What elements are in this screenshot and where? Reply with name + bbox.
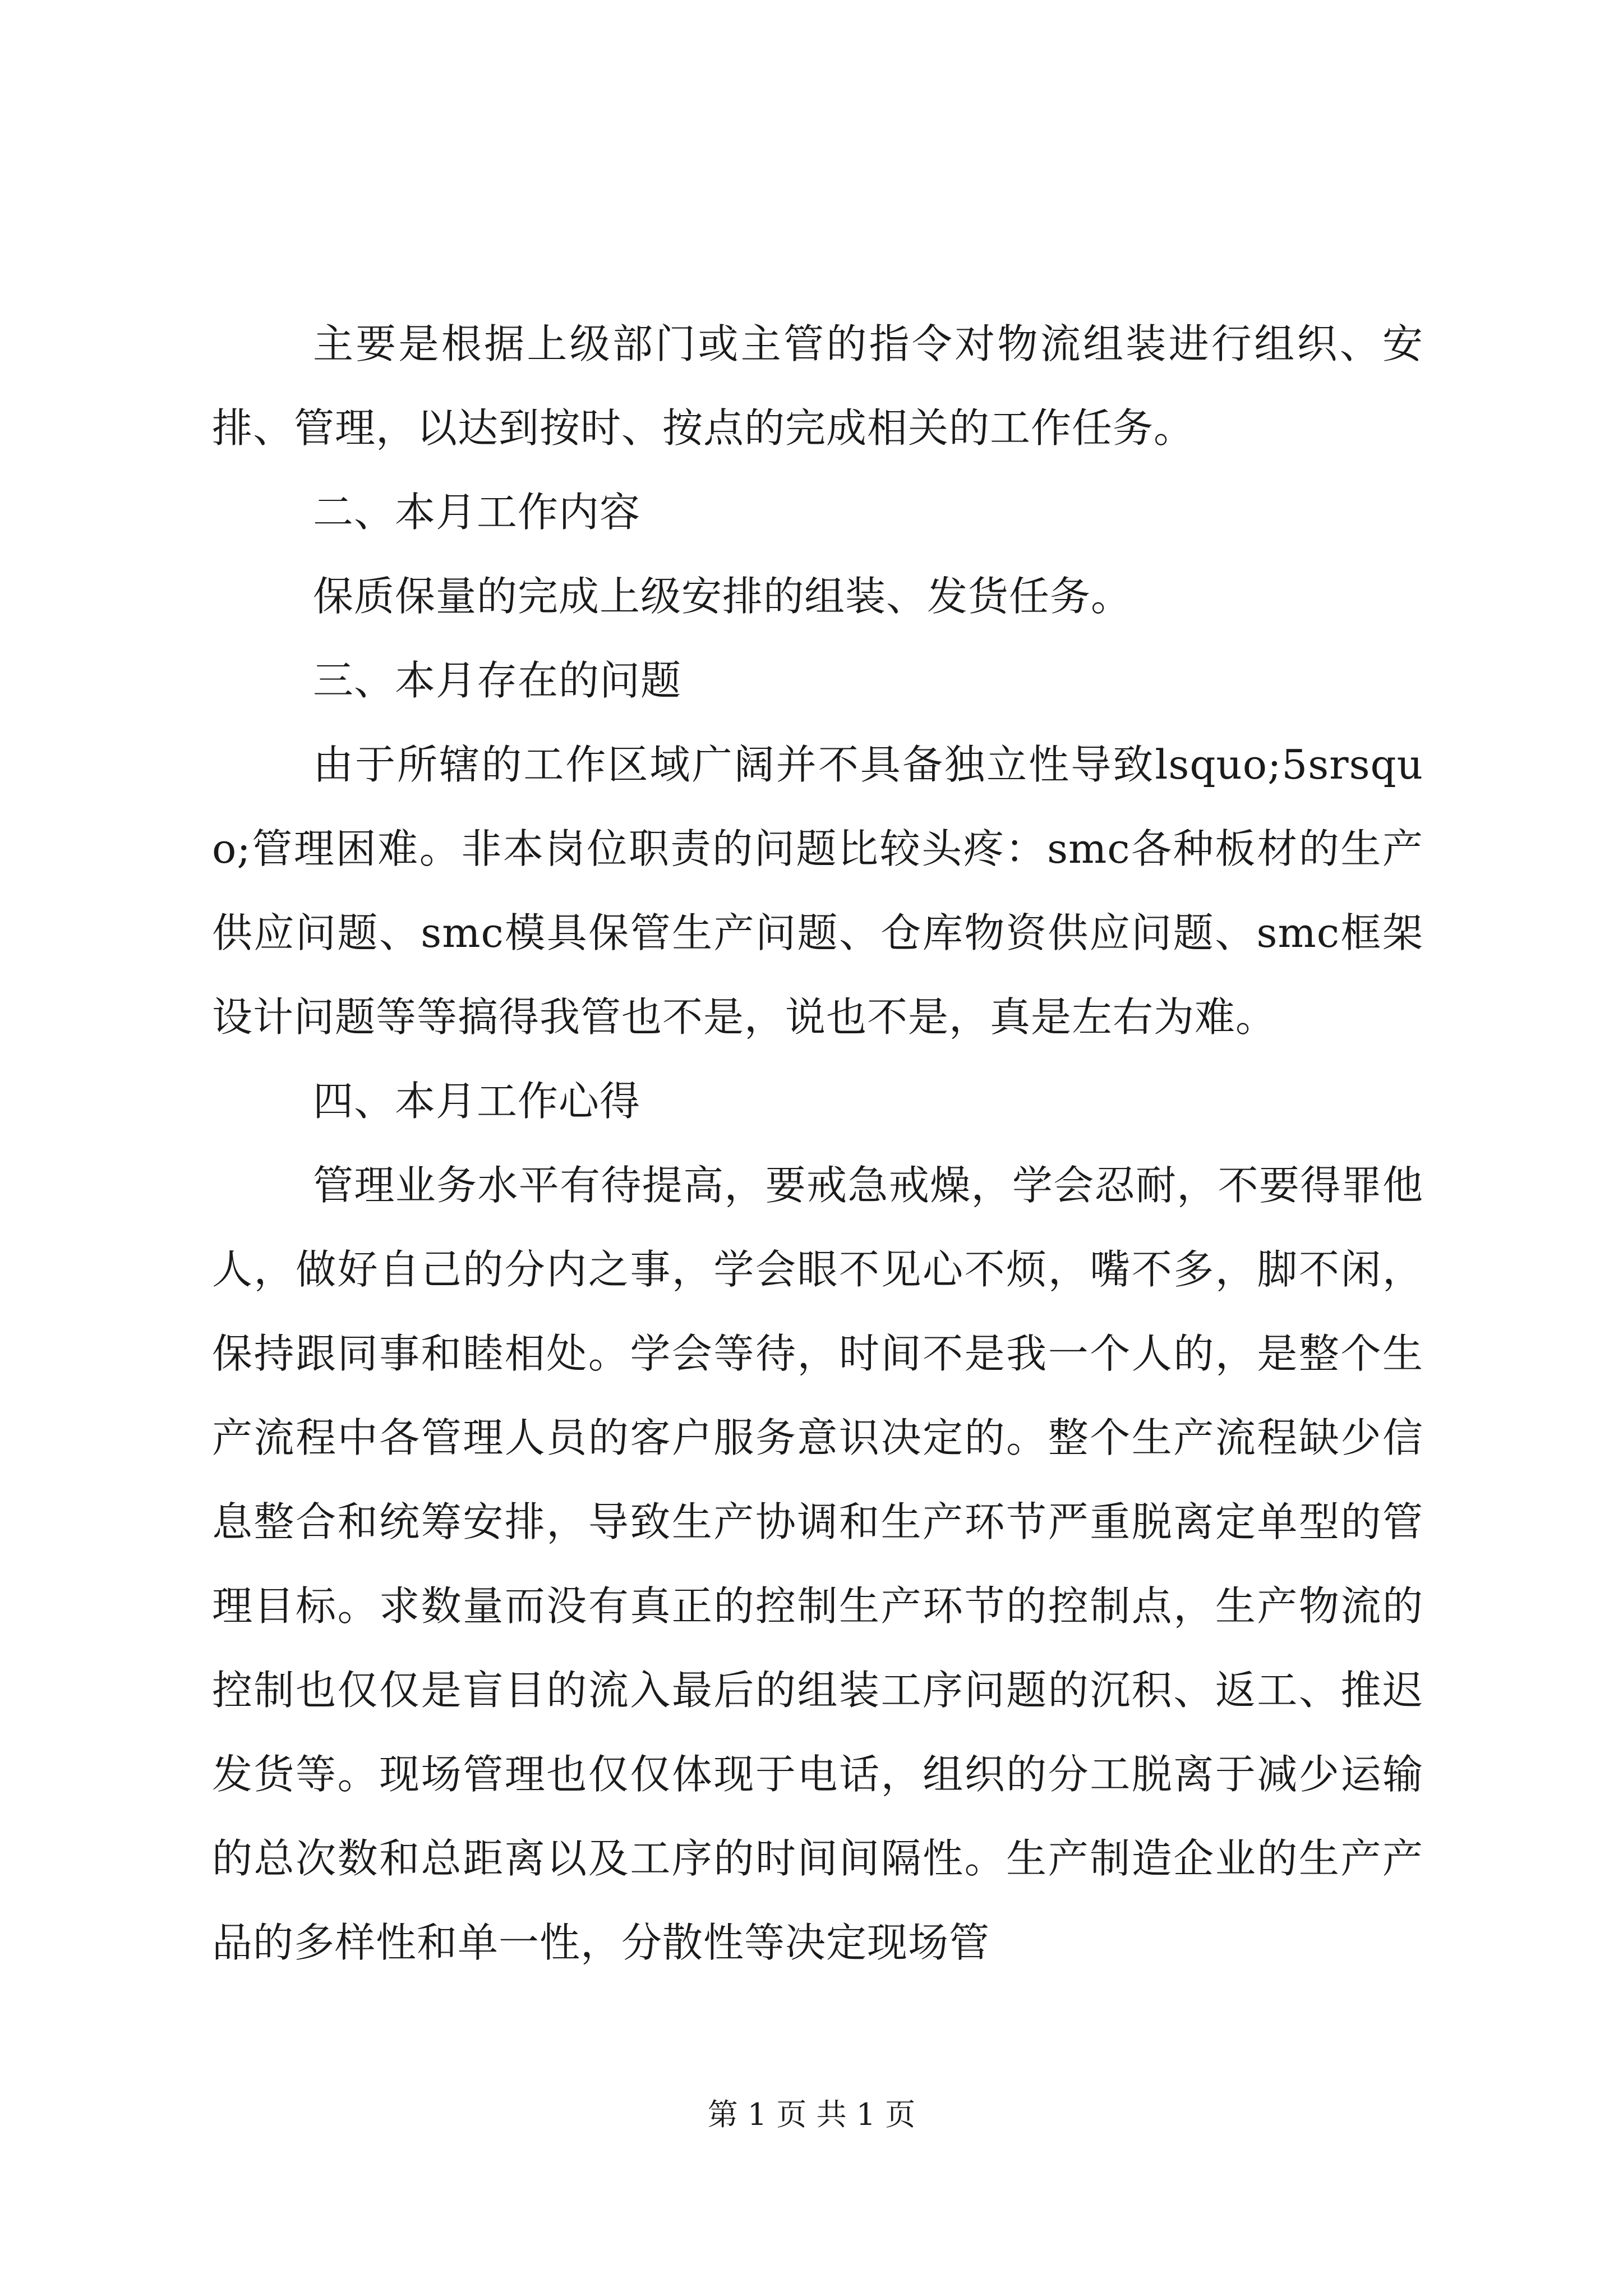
document-body: [212, 302, 1423, 1985]
page-footer: 第 1 页 共 1 页: [707, 2097, 916, 2132]
heading-section-2: 二、本月工作内容: [313, 489, 641, 536]
heading-section-4: 四、本月工作心得: [313, 1078, 641, 1125]
paragraph-experience: 管理业务水平有待提高，要戒急戒燥，学会忍耐，不要得罪他人，做好自己的分内之事，学会眼不见心不烦，嘴不多，脚不闲，保持跟同事和睦相处。学会等待，时间不是我一个人的，是整个生产流程中各管理人员的客户服务意识决定的。整个生产流程缺少信息整合和统筹安排，导致生产协调和生产环节严重脱离定单型的管理目标。求数量而没有真正的控制生产环节的控制点，生产物流的控制也仅仅是盲目的流入最后的组装工序问题的沉积、返工、推迟发货等。现场管理也仅仅体现于电话，组织的分工脱离于减少运输的总次数和总距离以及工序的时间间隔性。生产制造企业的生产产品的多样性和单一性，分散性等决定现场管: [212, 1162, 1423, 1966]
paragraph-work-content: 保质保量的完成上级安排的组装、发货任务。: [313, 573, 1132, 620]
heading-section-3: 三、本月存在的问题: [313, 657, 682, 704]
paragraph-problems: 由于所辖的工作区域广阔并不具备独立性导致lsquo;5srsquo;管理困难。非本岗位职责的问题比较头疼：smc各种板材的生产供应问题、smc模具保管生产问题、仓库物资供应问题、smc框架设计问题等等搞得我管也不是，说也不是，真是左右为难。: [212, 741, 1423, 1041]
paragraph-intro: 主要是根据上级部门或主管的指令对物流组装进行组织、安排、管理，以达到按时、按点的完成相关的工作任务。: [212, 320, 1423, 452]
